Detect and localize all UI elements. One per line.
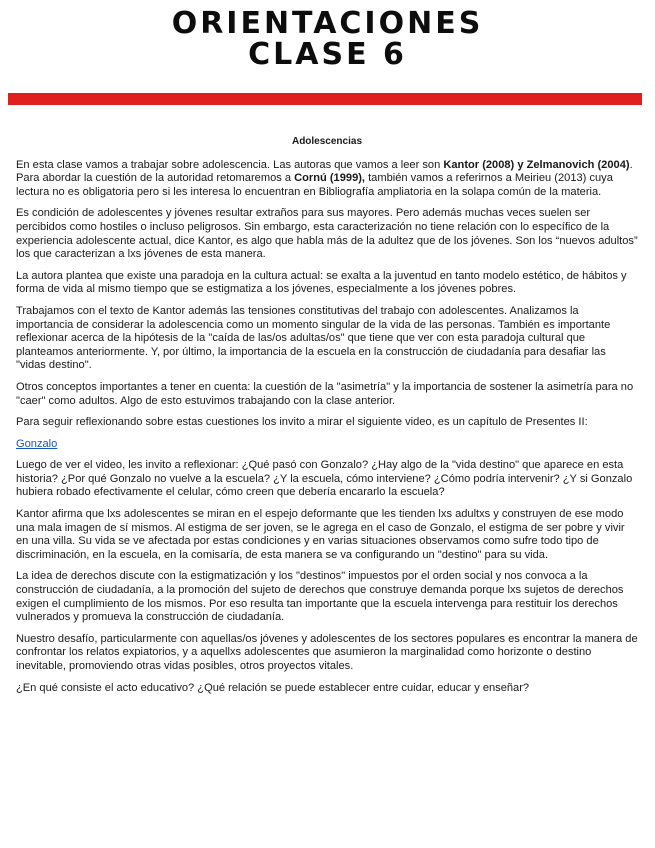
paragraph-1 xyxy=(16,159,638,200)
paragraph-1-cornu-bold: Cornú (1999), xyxy=(294,172,366,185)
video-link-paragraph xyxy=(16,438,638,452)
paragraph-9: La idea de derechos discute con la estigmatización y los "destinos" impuestos por el orden social y nos convoca a la construcción de ciudadanía, a la promoción del sujeto de derechos que construye demanda porque lxs sujetos de derechos exigen el cumplimiento de los mismos. Por eso resulta tan importante que la escuela intervenga para restituir los derechos vulnerados y promueva la construcción de ciudadanía. xyxy=(16,570,624,624)
page-header xyxy=(0,8,655,70)
paragraph-5: Otros conceptos importantes a tener en cuenta: la cuestión de la "asimetría" y la importancia de sostener la asimetría para no "caer" como adultos. Algo de esto estuvimos trabajando con la clase anterior. xyxy=(16,380,634,407)
paragraph-1-text-b: . Para abordar la cuestión de la autoridad retomaremos a xyxy=(16,158,633,185)
document-body xyxy=(16,135,638,703)
paragraph-1-text-a: En esta clase vamos a trabajar sobre adolescencia. Las autoras que vamos a leer son xyxy=(16,158,444,171)
accent-divider-bar xyxy=(8,93,642,105)
title-line-1: ORIENTACIONES xyxy=(171,6,484,41)
paragraph-7: Luego de ver el video, les invito a reflexionar: ¿Qué pasó con Gonzalo? ¿Hay algo de la "vida destino" que aparece en esta historia? ¿Por qué Gonzalo no vuelve a la escuela? ¿Y la escuela, cómo interviene? ¿Cómo podría intervenir? ¿Y si Gonzalo hubiera robado efectivamente el celular, cómo creen que debería encararlo la escuela? xyxy=(16,459,633,499)
gonzalo-video-link[interactable]: Gonzalo xyxy=(16,437,58,450)
paragraph-8: Kantor afirma que lxs adolescentes se miran en el espejo deformante que les tienden lxs adultxs y construyen de ese modo una mala imagen de sí mismos. Al estigma de ser joven, se le agrega en el caso de Gonzalo, el estigma de ser pobre y vivir en una villa. Su vida se ve afectada por estas condiciones y en varias situaciones observamos como sufre todo tipo de discriminación, en la escuela, en la comisaría, de esta manera se va configurando un "destino" para su vida. xyxy=(16,508,625,561)
paragraph-10: Nuestro desafío, particularmente con aquellas/os jóvenes y adolescentes de los sectores populares es encontrar la manera de confrontar los relatos expiatorios, y a aquellxs adolescentes que asumieron la marginalidad como horizonte o destino inevitable, promoviendo otras vidas posibles, otros proyectos vitales. xyxy=(16,632,638,672)
section-title: Adolescencias xyxy=(291,136,363,147)
paragraph-4: Trabajamos con el texto de Kantor además las tensiones constitutivas del trabajo con adolescentes. Analizamos la importancia de considerar la adolescencia como un momento singular de la vida de las personas. También es importante reflexionar acerca de la hipótesis de la "caída de las/os adultas/os" que tiene que ver con esta paradoja cultural que planteamos anteriormente. Y, por último, la importancia de la escuela en la construcción de ciudadanía para desafiar las "vidas destino". xyxy=(16,304,611,372)
paragraph-3: La autora plantea que existe una paradoja en la cultura actual: se exalta a la juventud en tanto modelo estético, de hábitos y forma de vida al mismo tiempo que se estigmatiza a los jóvenes, especialmente a los jóvenes pobres. xyxy=(16,269,627,296)
paragraph-1-text-c: también vamos a referirnos a Meirieu (2013) cuya lectura no es obligatoria pero si les interesa lo encuentran en Bibliografía ampliatoria en la solapa común de la materia. xyxy=(16,172,613,198)
paragraph-2: Es condición de adolescentes y jóvenes resultar extraños para sus mayores. Pero además muchas veces suelen ser percibidos como hostiles o incluso peligrosos. Sin embargo, esta caracterización no tiene relación con lo específico de la experiencia adolescente actual, dice Kantor, es algo que habla más de la adultez que de los jóvenes. Son los “nuevos adultos” los que caracterizan a lxs jóvenes de esta manera. xyxy=(16,207,638,261)
title-line-2: CLASE 6 xyxy=(248,37,407,72)
paragraph-6: Para seguir reflexionando sobre estas cuestiones los invito a mirar el siguiente video, es un capítulo de Presentes II: xyxy=(16,416,588,429)
paragraph-1-authors-bold: Kantor (2008) y Zelmanovich (2004) xyxy=(443,158,630,171)
paragraph-11: ¿En qué consiste el acto educativo? ¿Qué relación se puede establecer entre cuidar, educar y enseñar? xyxy=(16,681,530,694)
